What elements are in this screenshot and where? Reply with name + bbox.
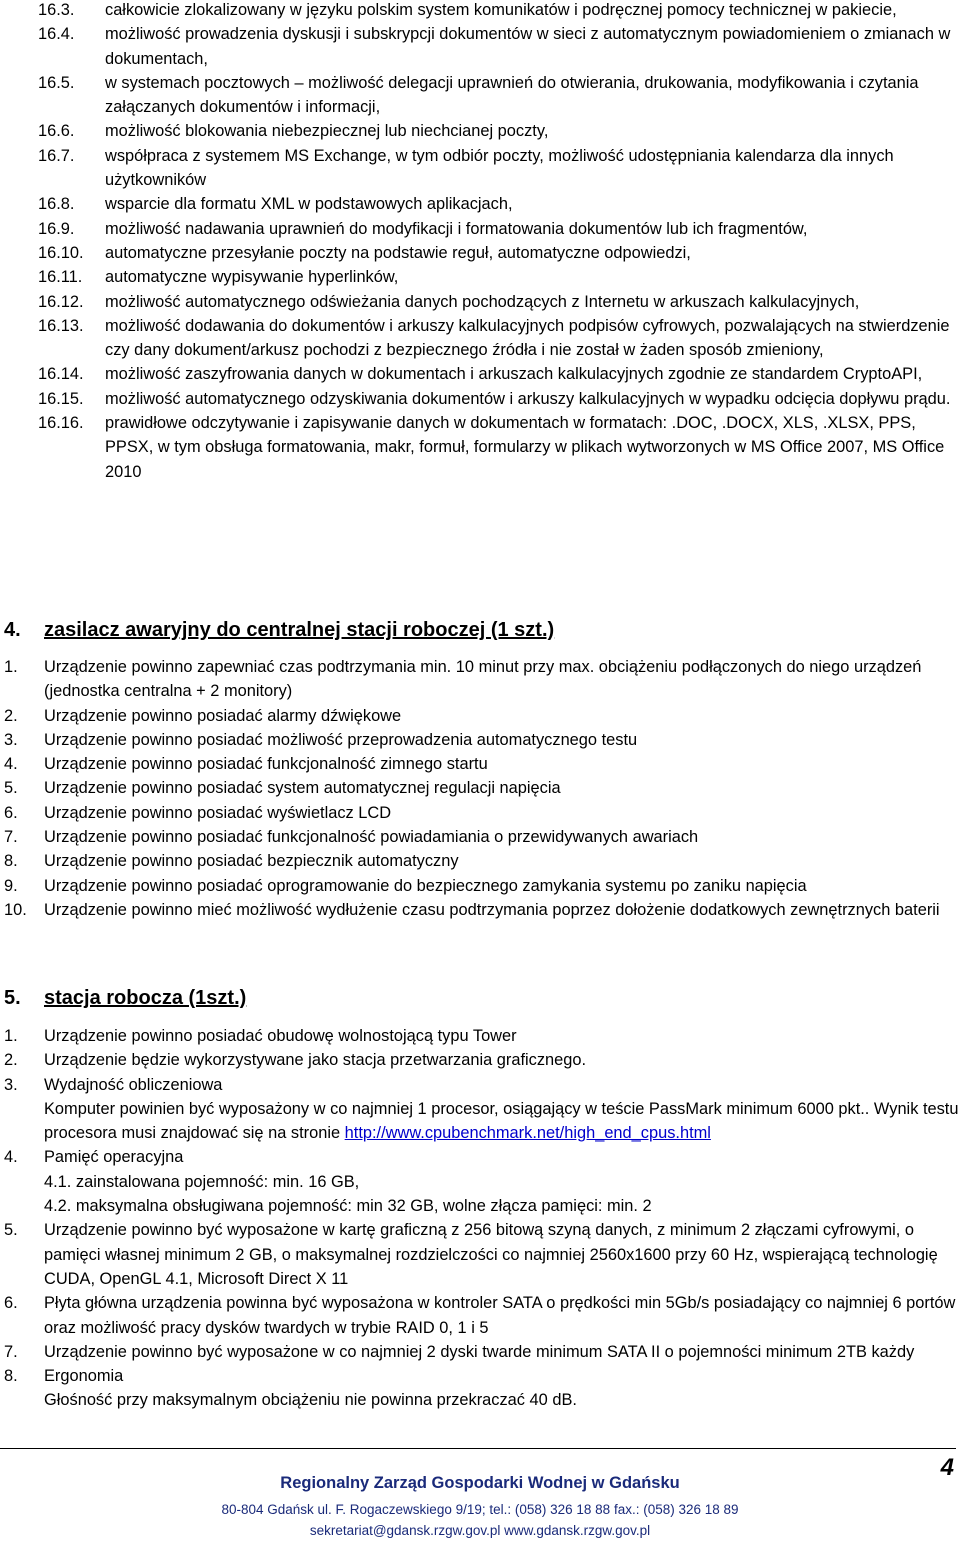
item-number: 16.16.	[38, 414, 84, 433]
item-text: Urządzenie powinno zapewniać czas podtrzymania min. 10 minut przy max. obciążeniu podłączonych do niego urządzeń (jednostka centralna + 2 monitory)	[44, 658, 922, 701]
section-4-title: zasilacz awaryjny do centralnej stacji roboczej (1 szt.)	[44, 619, 555, 641]
list-item	[38, 265, 956, 289]
sub-item	[4, 1194, 959, 1218]
item-text: Urządzenie powinno posiadać wyświetlacz LCD	[44, 803, 392, 822]
item-text: Urządzenie powinno mieć możliwość wydłużenie czasu podtrzymania poprzez dołożenie dodatkowych zewnętrznych baterii	[44, 900, 940, 919]
sub-item-text: 4.1. zainstalowana pojemność: min. 16 GB,	[44, 1172, 360, 1191]
item-text: Urządzenie powinno posiadać obudowę wolnostojącą typu Tower	[44, 1027, 517, 1045]
section-16-list	[38, 0, 956, 484]
item-number: 1.	[4, 658, 18, 676]
list-item	[38, 387, 956, 411]
list-item	[4, 704, 959, 728]
list-item	[38, 217, 956, 241]
list-item	[4, 825, 959, 849]
item-text: możliwość prowadzenia dyskusji i subskrypcji dokumentów w sieci z automatycznym powiadomieniem o zmianach w dokumentach,	[105, 25, 951, 68]
cpubenchmark-link[interactable]: http://www.cpubenchmark.net/high_end_cpus.html	[344, 1124, 711, 1143]
item-number: 6.	[4, 1294, 18, 1313]
footer-divider	[0, 1448, 956, 1449]
list-item	[38, 314, 956, 363]
section-4-heading	[4, 617, 554, 643]
item-number: 16.14.	[38, 365, 84, 384]
list-item	[4, 1291, 959, 1340]
section-5-title: stacja robocza (1szt.)	[44, 987, 247, 1009]
item-number: 4.	[4, 755, 18, 774]
item-text: Urządzenie powinno być wyposażone w kartę graficzną z 256 bitową szyną danych, z minimum 2 złączami cyfrowymi, o pamięci własnej minimum 2 GB, o maksymalnej rozdzielczości co najmniej 2560x1600 przy 60 Hz, wspierającą technologię CUDA, OpenGL 4.1, Microsoft Direct X 11	[44, 1221, 938, 1288]
item-number: 3.	[4, 1075, 18, 1094]
item-text: prawidłowe odczytywanie i zapisywanie danych w dokumentach w formatach: .DOC, .DOCX, XLS, .XLSX, PPS, PPSX, w tym obsługa formatowania, makr, formuł, formularzy w plikach wytworzonych w MS Office 2007, MS Office 2010	[105, 414, 945, 481]
item-text: możliwość dodawania do dokumentów i arkuszy kalkulacyjnych podpisów cyfrowych, pozwalających na stwierdzenie czy dany dokument/arkusz pochodzi z bezpiecznego źródła i nie został w żaden sposób zmieniony,	[105, 316, 950, 360]
item-text: możliwość nadawania uprawnień do modyfikacji i formatowania dokumentów lub ich fragmentów,	[105, 219, 808, 238]
item-number: 5.	[4, 1221, 18, 1240]
item-8-body-text: Głośność przy maksymalnym obciążeniu nie powinna przekraczać 40 dB.	[44, 1391, 577, 1410]
item-number: 16.9.	[38, 219, 75, 238]
item-text: automatyczne wypisywanie hyperlinków,	[105, 268, 399, 287]
item-text: Urządzenie powinno posiadać możliwość przeprowadzenia automatycznego testu	[44, 730, 638, 749]
list-item	[38, 411, 956, 484]
item-number: 16.3.	[38, 1, 75, 19]
item-text: Pamięć operacyjna	[44, 1148, 184, 1167]
item-number: 6.	[4, 803, 18, 822]
footer-contact: sekretariat@gdansk.rzgw.gov.pl www.gdansk.rzgw.gov.pl	[309, 1523, 651, 1538]
item-text: wsparcie dla formatu XML w podstawowych aplikacjach,	[105, 195, 513, 214]
list-item	[4, 1048, 959, 1072]
list-item	[38, 144, 956, 193]
list-item	[4, 1145, 959, 1169]
item-text: możliwość automatycznego odświeżania danych pochodzących z Internetu w arkuszach kalkulacyjnych,	[105, 292, 860, 311]
item-number: 7.	[4, 828, 18, 847]
item-number: 16.12.	[38, 292, 84, 311]
list-item	[38, 71, 956, 120]
item-number: 5.	[4, 779, 18, 798]
item-text: Urządzenie powinno posiadać oprogramowanie do bezpiecznego zamykania systemu po zaniku napięcia	[44, 876, 807, 895]
list-item	[38, 241, 956, 265]
item-text: Urządzenie powinno być wyposażone w co najmniej 2 dyski twarde minimum SATA II o pojemności minimum 2TB każdy	[44, 1342, 915, 1361]
list-item	[4, 1073, 959, 1097]
item-text: w systemach pocztowych – możliwość delegacji uprawnień do otwierania, drukowania, modyfikowania i czytania załączanych dokumentów i informacji,	[105, 73, 919, 117]
list-item	[4, 776, 959, 800]
list-item	[4, 1364, 959, 1388]
footer-organization: Regionalny Zarząd Gospodarki Wodnej w Gdańsku	[280, 1474, 680, 1492]
item-number: 16.11.	[38, 268, 83, 287]
item-text: możliwość blokowania niebezpiecznej lub niechcianej poczty,	[105, 122, 549, 141]
item-text: Płyta główna urządzenia powinna być wyposażona w kontroler SATA o prędkości min 5Gb/s posiadający co najmniej 6 portów oraz możliwość pracy dysków twardych w trybie RAID 0, 1 i 5	[44, 1294, 956, 1337]
footer-address: 80-804 Gdańsk ul. F. Rogaczewskiego 9/19; tel.: (058) 326 18 88 fax.: (058) 326 18 89	[221, 1502, 739, 1517]
list-item-body	[4, 1097, 959, 1146]
list-item	[38, 0, 956, 22]
section-4-number: 4.	[4, 619, 21, 641]
item-number: 8.	[4, 1367, 18, 1386]
list-item	[4, 849, 959, 873]
item-text: Urządzenie powinno posiadać bezpiecznik automatyczny	[44, 852, 459, 871]
list-item	[4, 874, 959, 898]
item-number: 16.6.	[38, 122, 75, 141]
list-item-body	[4, 1388, 959, 1412]
item-text: Urządzenie powinno posiadać funkcjonalność zimnego startu	[44, 755, 488, 774]
list-item	[38, 362, 956, 386]
section-4-list	[4, 655, 959, 922]
sub-item	[4, 1170, 959, 1194]
list-item	[4, 1024, 959, 1048]
section-5-heading	[4, 985, 246, 1011]
item-number: 4.	[4, 1148, 18, 1167]
list-item	[38, 192, 956, 216]
item-number: 1.	[4, 1027, 18, 1045]
item-number: 7.	[4, 1342, 18, 1361]
page-number: 4	[940, 1454, 954, 1481]
item-number: 9.	[4, 876, 18, 895]
item-number: 16.15.	[38, 389, 84, 408]
item-text: możliwość automatycznego odzyskiwania dokumentów i arkuszy kalkulacyjnych w wypadku odcięcia dopływu prądu.	[105, 389, 951, 408]
list-item	[4, 728, 959, 752]
list-item	[4, 801, 959, 825]
item-number: 16.4.	[38, 25, 75, 44]
item-text: Urządzenie powinno posiadać system automatycznej regulacji napięcia	[44, 779, 561, 798]
item-number: 16.13.	[38, 316, 84, 335]
list-item	[38, 22, 956, 71]
item-number: 16.7.	[38, 146, 75, 165]
item-text: Urządzenie powinno posiadać funkcjonalność powiadamiania o przewidywanych awariach	[44, 828, 699, 847]
item-text: Ergonomia	[44, 1367, 124, 1386]
section-5-number: 5.	[4, 987, 21, 1009]
list-item	[4, 655, 959, 704]
list-item	[4, 752, 959, 776]
item-text: automatyczne przesyłanie poczty na podstawie reguł, automatyczne odpowiedzi,	[105, 243, 691, 262]
list-item	[4, 1340, 959, 1364]
section-5-list	[4, 1024, 959, 1413]
list-item	[38, 290, 956, 314]
item-3-body-text: Komputer powinien być wyposażony w co najmniej 1 procesor, osiągający w teście PassMark minimum 6000 pkt.. Wynik testu procesora musi znajdować się na stronie	[44, 1099, 959, 1143]
item-text: Urządzenie powinno posiadać alarmy dźwiękowe	[44, 706, 402, 725]
item-text: możliwość zaszyfrowania danych w dokumentach i arkuszach kalkulacyjnych zgodnie ze standardem CryptoAPI,	[105, 365, 923, 384]
sub-item-text: 4.2. maksymalna obsługiwana pojemność: min 32 GB, wolne złącza pamięci: min. 2	[44, 1197, 652, 1216]
item-number: 8.	[4, 852, 18, 871]
list-item	[4, 1218, 959, 1291]
item-number: 16.10.	[38, 243, 84, 262]
item-number: 2.	[4, 706, 18, 725]
item-text: Urządzenie będzie wykorzystywane jako stacja przetwarzania graficznego.	[44, 1051, 587, 1070]
item-text: całkowicie zlokalizowany w języku polskim system komunikatów i podręcznej pomocy technicznej w pakiecie,	[105, 1, 897, 19]
item-number: 2.	[4, 1051, 18, 1070]
item-text: współpraca z systemem MS Exchange, w tym odbiór poczty, możliwość udostępniania kalendarza dla innych użytkowników	[105, 146, 894, 190]
list-item	[38, 119, 956, 143]
item-number: 16.8.	[38, 195, 75, 214]
item-number: 16.5.	[38, 73, 75, 92]
item-text: Wydajność obliczeniowa	[44, 1075, 223, 1094]
list-item	[4, 898, 959, 922]
item-number: 3.	[4, 730, 18, 749]
item-number: 10.	[4, 900, 27, 919]
